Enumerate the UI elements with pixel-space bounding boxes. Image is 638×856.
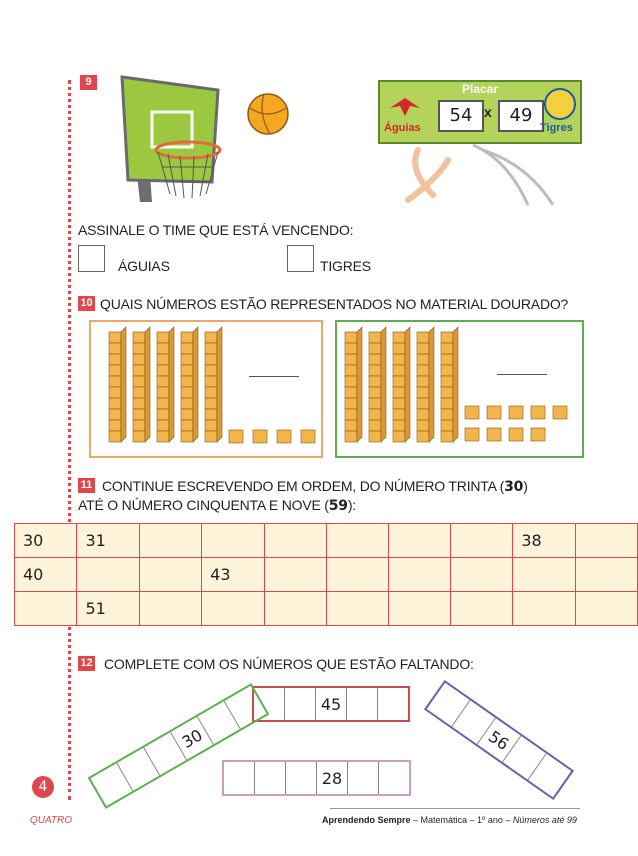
strip-cell-empty[interactable] — [285, 688, 316, 720]
strip-cell-filled: 45 — [316, 688, 347, 720]
golden-material-panel-1 — [89, 320, 323, 458]
grid-cell-empty[interactable] — [202, 524, 264, 558]
start-number: 30 — [504, 479, 524, 495]
scoreboard-title: Placar — [462, 82, 499, 96]
grid-cell-filled: 43 — [202, 558, 264, 592]
footer-text — [322, 815, 577, 825]
unit-cube — [531, 406, 545, 419]
grid-cell-empty[interactable] — [326, 558, 388, 592]
unit-cube — [277, 430, 291, 443]
footer-rule — [330, 808, 580, 809]
ten-rod — [181, 327, 198, 442]
exercise-number: 9 — [85, 76, 92, 88]
grid-cell-filled: 31 — [77, 524, 139, 558]
grid-cell-filled: 51 — [77, 592, 139, 626]
footer-topic: Números até 99 — [512, 815, 577, 825]
number-strip-28 — [222, 760, 411, 796]
grid-cell-empty[interactable] — [451, 592, 513, 626]
grid-cell-empty[interactable] — [326, 524, 388, 558]
unit-cube — [487, 428, 501, 441]
grid-cell-empty[interactable] — [513, 558, 575, 592]
number-strip-56 — [424, 680, 574, 800]
grid-row — [15, 524, 638, 558]
ten-rod — [133, 327, 150, 442]
exercise-number: 12 — [80, 657, 93, 669]
exercise-10-instruction: QUAIS NÚMEROS ESTÃO REPRESENTADOS NO MATERIAL DOURADO? — [100, 296, 569, 312]
number-grid — [14, 523, 638, 626]
exercise-11-line1-end: ) — [523, 478, 528, 494]
grid-cell-empty[interactable] — [575, 524, 637, 558]
exercise-11-line2-text: ATÉ O NÚMERO CINQUENTA E NOVE ( — [78, 497, 329, 513]
exercise-11-line2 — [78, 497, 356, 514]
grid-cell-empty[interactable] — [202, 592, 264, 626]
unit-cube — [509, 406, 523, 419]
ten-rod — [417, 327, 434, 442]
exercise-11-badge — [78, 478, 95, 493]
strip-cell-empty[interactable] — [347, 688, 378, 720]
exercise-12-instruction: COMPLETE COM OS NÚMEROS QUE ESTÃO FALTANDO: — [104, 656, 474, 672]
golden-material-blocks-2 — [337, 322, 582, 456]
unit-cube — [509, 428, 523, 441]
grid-cell-empty[interactable] — [139, 558, 201, 592]
unit-cube — [253, 430, 267, 443]
unit-cube — [465, 406, 479, 419]
ten-rod — [205, 327, 222, 442]
exercise-9-instruction: ASSINALE O TIME QUE ESTÁ VENCENDO: — [78, 222, 354, 238]
score-team1: 54 — [438, 100, 484, 132]
grid-cell-empty[interactable] — [388, 524, 450, 558]
footer-book: Aprendendo Sempre — [322, 815, 411, 825]
margin-dotted-line — [68, 80, 71, 800]
grid-cell-empty[interactable] — [15, 592, 77, 626]
page-number-badge: 4 — [32, 776, 54, 798]
grid-cell-empty[interactable] — [264, 592, 326, 626]
grid-cell-empty[interactable] — [139, 592, 201, 626]
unit-cube — [553, 406, 567, 419]
ten-rod — [441, 327, 458, 442]
footer-rest: – Matemática – 1º ano – — [410, 815, 513, 825]
strip-cell-empty[interactable] — [348, 762, 379, 794]
unit-cube — [229, 430, 243, 443]
exercise-9-badge — [80, 75, 97, 90]
strip-cell-empty[interactable] — [378, 688, 408, 720]
score-separator: x — [484, 104, 492, 120]
checkbox-tigres[interactable] — [287, 245, 314, 272]
grid-cell-empty[interactable] — [77, 558, 139, 592]
ten-rod — [393, 327, 410, 442]
strip-cell-filled: 56 — [478, 718, 522, 762]
unit-cube — [465, 428, 479, 441]
grid-cell-filled: 40 — [15, 558, 77, 592]
unit-cube — [487, 406, 501, 419]
grid-row — [15, 558, 638, 592]
grid-cell-empty[interactable] — [451, 558, 513, 592]
grid-cell-empty[interactable] — [326, 592, 388, 626]
team1-label: Águias — [384, 122, 421, 134]
strip-cell-empty[interactable] — [286, 762, 317, 794]
ten-rod — [369, 327, 386, 442]
grid-cell-empty[interactable] — [513, 592, 575, 626]
golden-material-panel-2 — [335, 320, 584, 458]
ten-rod — [345, 327, 362, 442]
grid-row — [15, 592, 638, 626]
unit-cube — [531, 428, 545, 441]
exercise-number: 11 — [80, 479, 93, 491]
strip-cell-filled: 30 — [171, 716, 214, 759]
strip-cell-empty[interactable] — [379, 762, 409, 794]
tiger-icon — [544, 88, 576, 120]
grid-cell-empty[interactable] — [388, 558, 450, 592]
grid-cell-empty[interactable] — [388, 592, 450, 626]
exercise-number: 10 — [80, 297, 93, 309]
score-team2: 49 — [498, 100, 544, 132]
grid-cell-filled: 38 — [513, 524, 575, 558]
grid-cell-empty[interactable] — [264, 558, 326, 592]
exercise-11-line2-end: ): — [347, 497, 356, 513]
basketball-hoop-illustration — [100, 72, 300, 207]
ten-rod — [109, 327, 126, 442]
number-strip-45 — [252, 686, 410, 722]
ten-rod — [157, 327, 174, 442]
answer-line-1[interactable] — [249, 376, 299, 377]
exercise-11-line1 — [102, 478, 528, 495]
exercise-10-badge — [78, 296, 95, 311]
eagle-icon — [388, 94, 422, 118]
grid-cell-empty[interactable] — [451, 524, 513, 558]
grid-cell-empty[interactable] — [264, 524, 326, 558]
option-tigres-label: TIGRES — [320, 258, 371, 274]
strip-cell-filled: 28 — [317, 762, 348, 794]
page-number-word: QUATRO — [30, 815, 73, 826]
grid-cell-empty[interactable] — [575, 592, 637, 626]
grid-cell-empty[interactable] — [575, 558, 637, 592]
option-aguias-label: ÁGUIAS — [118, 258, 170, 274]
unit-cube — [301, 430, 315, 443]
exercise-12-badge — [78, 656, 95, 671]
end-number: 59 — [328, 498, 348, 514]
grid-cell-filled: 30 — [15, 524, 77, 558]
strip-cell-empty[interactable] — [255, 762, 286, 794]
exercise-11-line1-text: CONTINUE ESCREVENDO EM ORDEM, DO NÚMERO TRINTA ( — [102, 478, 505, 494]
answer-line-2[interactable] — [497, 374, 547, 375]
grid-cell-empty[interactable] — [139, 524, 201, 558]
strip-cell-empty[interactable] — [224, 762, 255, 794]
golden-material-blocks-1 — [91, 322, 321, 456]
hands-illustration — [378, 140, 578, 210]
team2-label: Tigres — [540, 122, 573, 134]
scoreboard — [378, 80, 582, 144]
checkbox-aguias[interactable] — [78, 245, 105, 272]
